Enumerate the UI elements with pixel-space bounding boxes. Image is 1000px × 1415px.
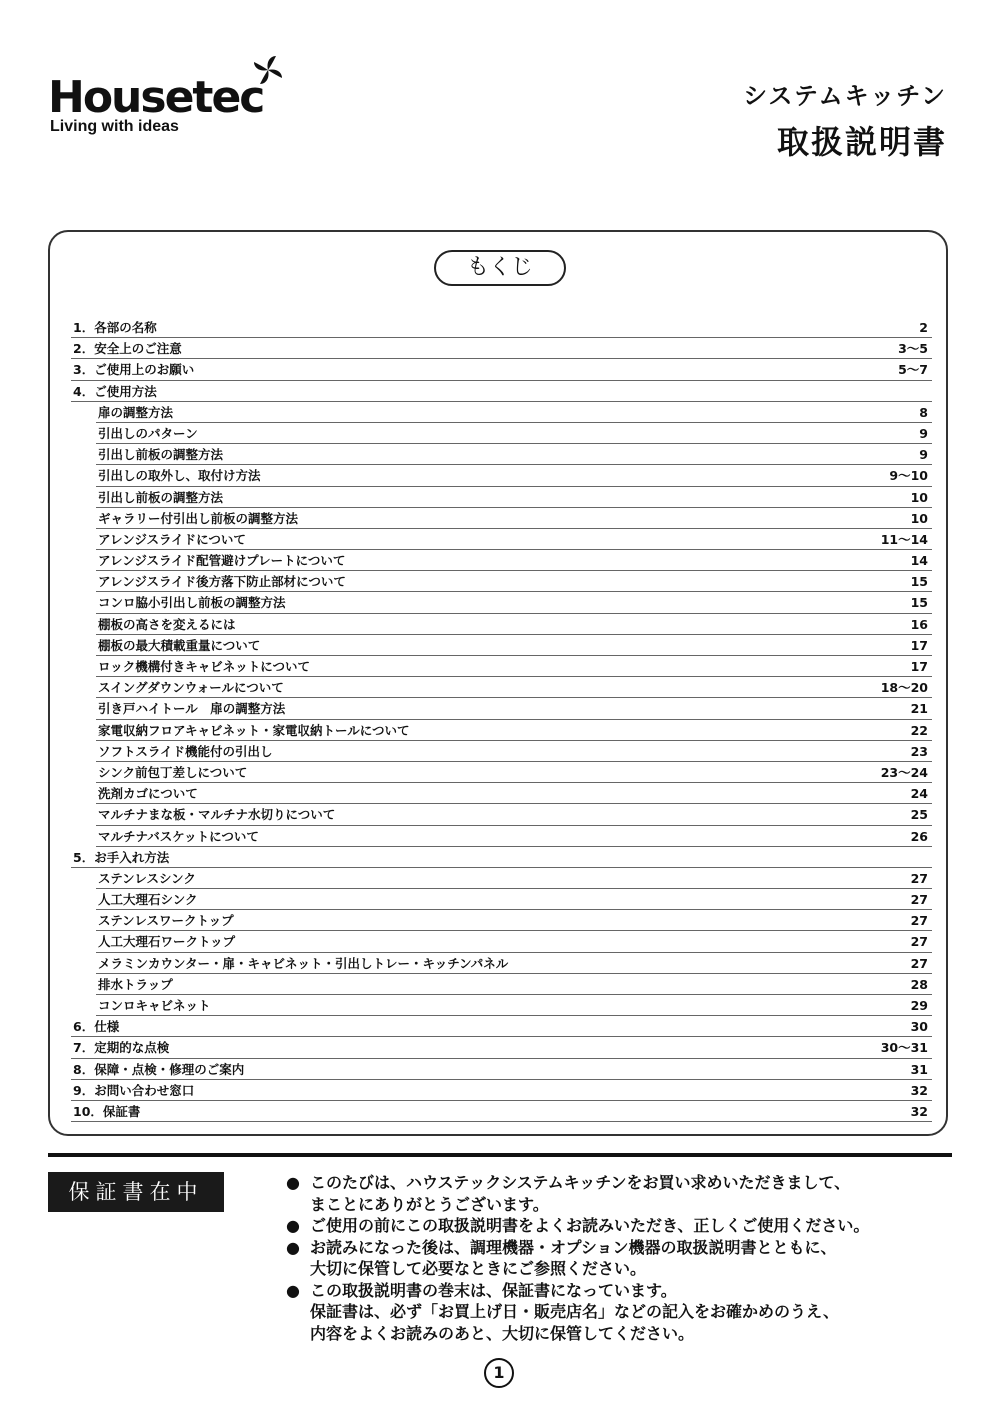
toc-entry-page: 27 [910,870,928,886]
toc-entry-page: 3～5 [898,341,928,357]
toc-entry [71,1059,932,1080]
toc-entry-page: 27 [910,892,928,908]
toc-entry-label: 棚板の高さを変えるには [98,616,236,632]
toc-entry [96,402,932,423]
toc-entry-label: 棚板の最大積載重量について [98,637,261,653]
toc-entry-page: 24 [910,786,928,802]
toc-entry [96,423,932,444]
toc-entry [96,889,932,910]
toc-title: もくじ [434,250,566,286]
toc-entry-label: マルチナまな板・マルチナ水切りについて [98,807,336,823]
bullet-icon: ● [286,1237,300,1257]
bullet-icon: ● [286,1280,300,1300]
notice-line: まことにありがとうございます。 [310,1194,549,1214]
toc-entry-page: 18～20 [880,680,928,696]
toc-entry-label: ステンレスワークトップ [98,913,234,929]
toc-entry-page: 27 [910,934,928,950]
toc-entry [96,614,932,635]
toc-entry-page: 32 [910,1103,928,1119]
toc-entry [96,931,932,952]
toc-entry [96,720,932,741]
notice-line: 保証書は、必ず「お買上げ日・販売店名」などの記入をお確かめのうえ、 [310,1302,839,1321]
toc-entry-page: 28 [910,976,928,992]
toc-entry [96,910,932,931]
toc-entry [96,868,932,889]
toc-entry [96,698,932,719]
toc-entry-page: 15 [910,574,928,590]
page-number: 1 [484,1358,514,1388]
notice-line: お読みになった後は、調理機器・オプション機器の取扱説明書とともに、 [310,1237,837,1257]
toc-entry-label: コンロ脇小引出し前板の調整方法 [98,595,286,611]
toc-entry-page: 22 [910,722,928,738]
toc-entry [96,762,932,783]
toc-entry-label: アレンジスライド後方落下防止部材について [98,574,346,590]
toc-entry [71,1080,932,1101]
toc-entry-label: 6．仕様 [73,1019,120,1035]
toc-entry-label: 5．お手入れ方法 [73,849,170,865]
toc-entry [96,953,932,974]
bullet-icon: ● [286,1216,300,1235]
toc-entry-label: シンク前包丁差しについて [98,764,248,780]
toc-entry [71,338,932,359]
divider [48,1153,952,1157]
toc-entry-label: アレンジスライド配管避けプレートについて [98,553,346,569]
toc-entry-label: コンロキャビネット [98,998,211,1013]
toc-entry-label: 家電収納フロアキャビネット・家電収納トールについて [98,722,410,738]
toc-entry-page: 29 [910,998,928,1013]
toc-entry-page: 32 [910,1082,928,1098]
toc-list [71,317,932,1122]
toc-entry-label: スイングダウンウォールについて [98,680,284,696]
toc-entry-page: 11～14 [880,531,928,547]
toc-entry-page: 23～24 [880,764,928,780]
toc-entry-label: 1．各部の名称 [73,320,157,335]
toc-entry-page: 15 [910,595,928,611]
toc-entry-page: 30 [910,1019,928,1035]
toc-entry [96,465,932,486]
toc-entry [96,677,932,698]
toc-entry-label: 引き戸ハイトール 扉の調整方法 [98,701,286,717]
toc-entry-page: 23 [910,743,928,759]
toc-entry-label: 洗剤カゴについて [98,786,198,802]
toc-entry-label: 10．保証書 [73,1103,141,1119]
toc-entry [71,1037,932,1058]
toc-entry-label: 7．定期的な点検 [73,1040,170,1056]
toc-entry-page: 10 [910,489,928,505]
toc-entry-page: 16 [910,616,928,632]
toc-entry-label: ロック機構付きキャビネットについて [98,659,311,674]
toc-entry-page: 17 [910,637,928,653]
toc-entry-page: 14 [910,553,928,569]
toc-entry-label: 人工大理石シンク [98,892,198,908]
toc-entry [96,550,932,571]
toc-entry-page: 25 [910,807,928,823]
toc-entry-label: 排水トラップ [98,976,173,992]
toc-entry-page: 31 [910,1061,928,1077]
toc-entry-label: 引出しのパターン [98,425,198,441]
toc-entry-label: マルチナバスケットについて [98,828,259,844]
document-subtitle: システムキッチン [743,82,947,110]
toc-entry-page: 30～31 [880,1040,928,1056]
toc-entry [71,847,932,868]
brand-name: Housetec [48,72,264,123]
toc-entry-page: 27 [910,955,928,971]
toc-entry-label: 3．ご使用上のお願い [73,362,195,378]
brand-logo [48,50,308,140]
toc-entry-page: 26 [910,828,928,844]
toc-entry [96,826,932,847]
toc-entry-label: 引出し前板の調整方法 [98,489,224,505]
toc-entry-page: 8 [919,404,928,420]
toc-entry-label: 引出し前板の調整方法 [98,447,224,463]
toc-entry [96,635,932,656]
toc-entry-label: 引出しの取外し、取付け方法 [98,468,261,484]
toc-entry-page: 21 [910,701,928,717]
toc-entry-label: 4．ご使用方法 [73,383,157,399]
notice-item [286,1237,956,1280]
notice-item [286,1280,956,1345]
bullet-icon: ● [286,1173,300,1192]
toc-entry [71,317,932,338]
toc-entry-page: 2 [919,320,928,335]
brand-tagline: Living with ideas [50,118,179,135]
toc-entry [96,508,932,529]
toc-entry [96,529,932,550]
document-title-block [743,76,947,163]
table-of-contents [48,230,948,1136]
toc-entry-label: 8．保障・点検・修理のご案内 [73,1061,245,1077]
toc-entry-label: ステンレスシンク [98,870,196,886]
notice-line: この取扱説明書の巻末は、保証書になっています。 [310,1280,677,1300]
toc-entry [71,359,932,380]
toc-entry [96,741,932,762]
toc-entry-label: ソフトスライド機能付の引出し [98,743,273,759]
notice-line: 大切に保管して必要なときにご参照ください。 [310,1259,647,1278]
toc-entry-label: メラミンカウンター・扉・キャビネット・引出しトレー・キッチンパネル [98,955,509,971]
notice-item [286,1172,956,1215]
toc-entry-label: アレンジスライドについて [98,531,246,547]
toc-entry-label: 人工大理石ワークトップ [98,934,236,950]
toc-entry [96,974,932,995]
toc-entry-label: 2．安全上のご注意 [73,341,182,357]
notice-line: ご使用の前にこの取扱説明書をよくお読みいただき、正しくご使用ください。 [310,1216,870,1235]
notice-list [286,1172,956,1344]
toc-entry [96,592,932,613]
toc-entry [96,656,932,677]
notice-item [286,1215,956,1237]
toc-entry-label: 9．お問い合わせ窓口 [73,1082,195,1098]
toc-entry [96,783,932,804]
notice-line: 内容をよくお読みのあと、大切に保管してください。 [310,1323,695,1343]
toc-entry [71,381,932,402]
toc-entry-label: 扉の調整方法 [98,404,174,420]
toc-entry-page: 10 [910,510,928,526]
document-title: 取扱説明書 [776,123,947,161]
toc-entry-page: 27 [910,913,928,929]
toc-entry-label: ギャラリー付引出し前板の調整方法 [98,510,299,526]
toc-entry-page: 9 [919,425,928,441]
toc-entry [96,571,932,592]
toc-entry-page: 17 [910,659,928,674]
toc-entry [96,487,932,508]
toc-entry [96,444,932,465]
notice-line: このたびは、ハウステックシステムキッチンをお買い求めいただきまして、 [310,1173,851,1192]
toc-entry-page: 5～7 [898,362,928,378]
toc-entry [71,1016,932,1037]
toc-entry [96,804,932,825]
warranty-enclosed-label: 保証書在中 [48,1172,224,1212]
toc-entry-page: 9～10 [889,468,928,484]
toc-entry [71,1101,932,1122]
toc-entry-page: 9 [919,447,928,463]
toc-entry [96,995,932,1016]
